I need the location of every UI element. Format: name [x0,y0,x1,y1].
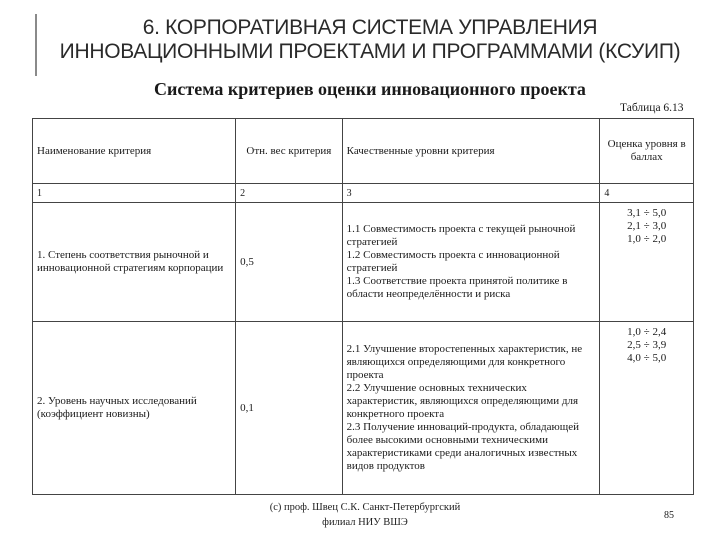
criterion-weight: 0,1 [236,322,343,495]
score-range: 1,0 ÷ 2,0 [627,233,667,245]
column-number-row [33,184,694,203]
level-item: 2.1 Улучшение второстепенных характеристик, не являющихся определяющими для конкретного проекта [346,343,583,381]
table-number: Таблица 6.13 [620,102,684,114]
criterion-name: 2. Уровень научных исследований (коэффициент новизны) [33,322,236,495]
score-range: 2,5 ÷ 3,9 [627,339,667,351]
criterion-scores [600,203,694,322]
footer-credit [230,500,500,530]
table-caption: Система критериев оценки инновационного проекта [154,79,586,99]
page-number: 85 [664,510,674,521]
criterion-weight: 0,5 [236,203,343,322]
table-row [33,203,694,322]
level-item: 1.3 Соответствие проекта принятой политике в области неопределённости и риска [346,275,568,300]
header-levels: Качественные уровни критерия [342,119,600,184]
footer-line: (с) проф. Швец С.К. Санкт-Петербургский [269,502,461,513]
level-item: 1.2 Совместимость проекта с инновационной стратегией [346,249,560,274]
header-score: Оценка уровня в баллах [600,119,694,184]
criterion-levels [342,322,600,495]
header-criterion-name: Наименование критерия [33,119,236,184]
score-range: 4,0 ÷ 5,0 [627,352,667,364]
level-item: 1.1 Совместимость проекта с текущей рыночной стратегией [346,223,576,248]
criterion-name: 1. Степень соответствия рыночной и инновационной стратегиям корпорации [33,203,236,322]
criterion-scores [600,322,694,495]
slide-title: 6. КОРПОРАТИВНАЯ СИСТЕМА УПРАВЛЕНИЯ ИННОВАЦИОННЫМИ ПРОЕКТАМИ И ПРОГРАММАМИ (КСУИП) [59,16,681,63]
column-number: 4 [600,184,694,203]
footer-line: филиал НИУ ВШЭ [322,517,408,528]
header-weight: Отн. вес критерия [236,119,343,184]
header-row [33,119,694,184]
score-range: 1,0 ÷ 2,4 [627,326,667,338]
table-row [33,322,694,495]
title-accent-bar [35,14,37,76]
column-number: 3 [342,184,600,203]
level-item: 2.2 Улучшение основных технических характеристик, являющихся определяющими для конкретного проекта [346,382,579,420]
level-item: 2.3 Получение инноваций-продукта, обладающей более высокими основными техническими характеристиками среди аналогичных известных видов продуктов [346,421,579,472]
score-range: 3,1 ÷ 5,0 [627,207,667,219]
score-range: 2,1 ÷ 3,0 [627,220,667,232]
column-number: 1 [33,184,236,203]
column-number: 2 [236,184,343,203]
criterion-levels [342,203,600,322]
criteria-table [32,118,694,495]
